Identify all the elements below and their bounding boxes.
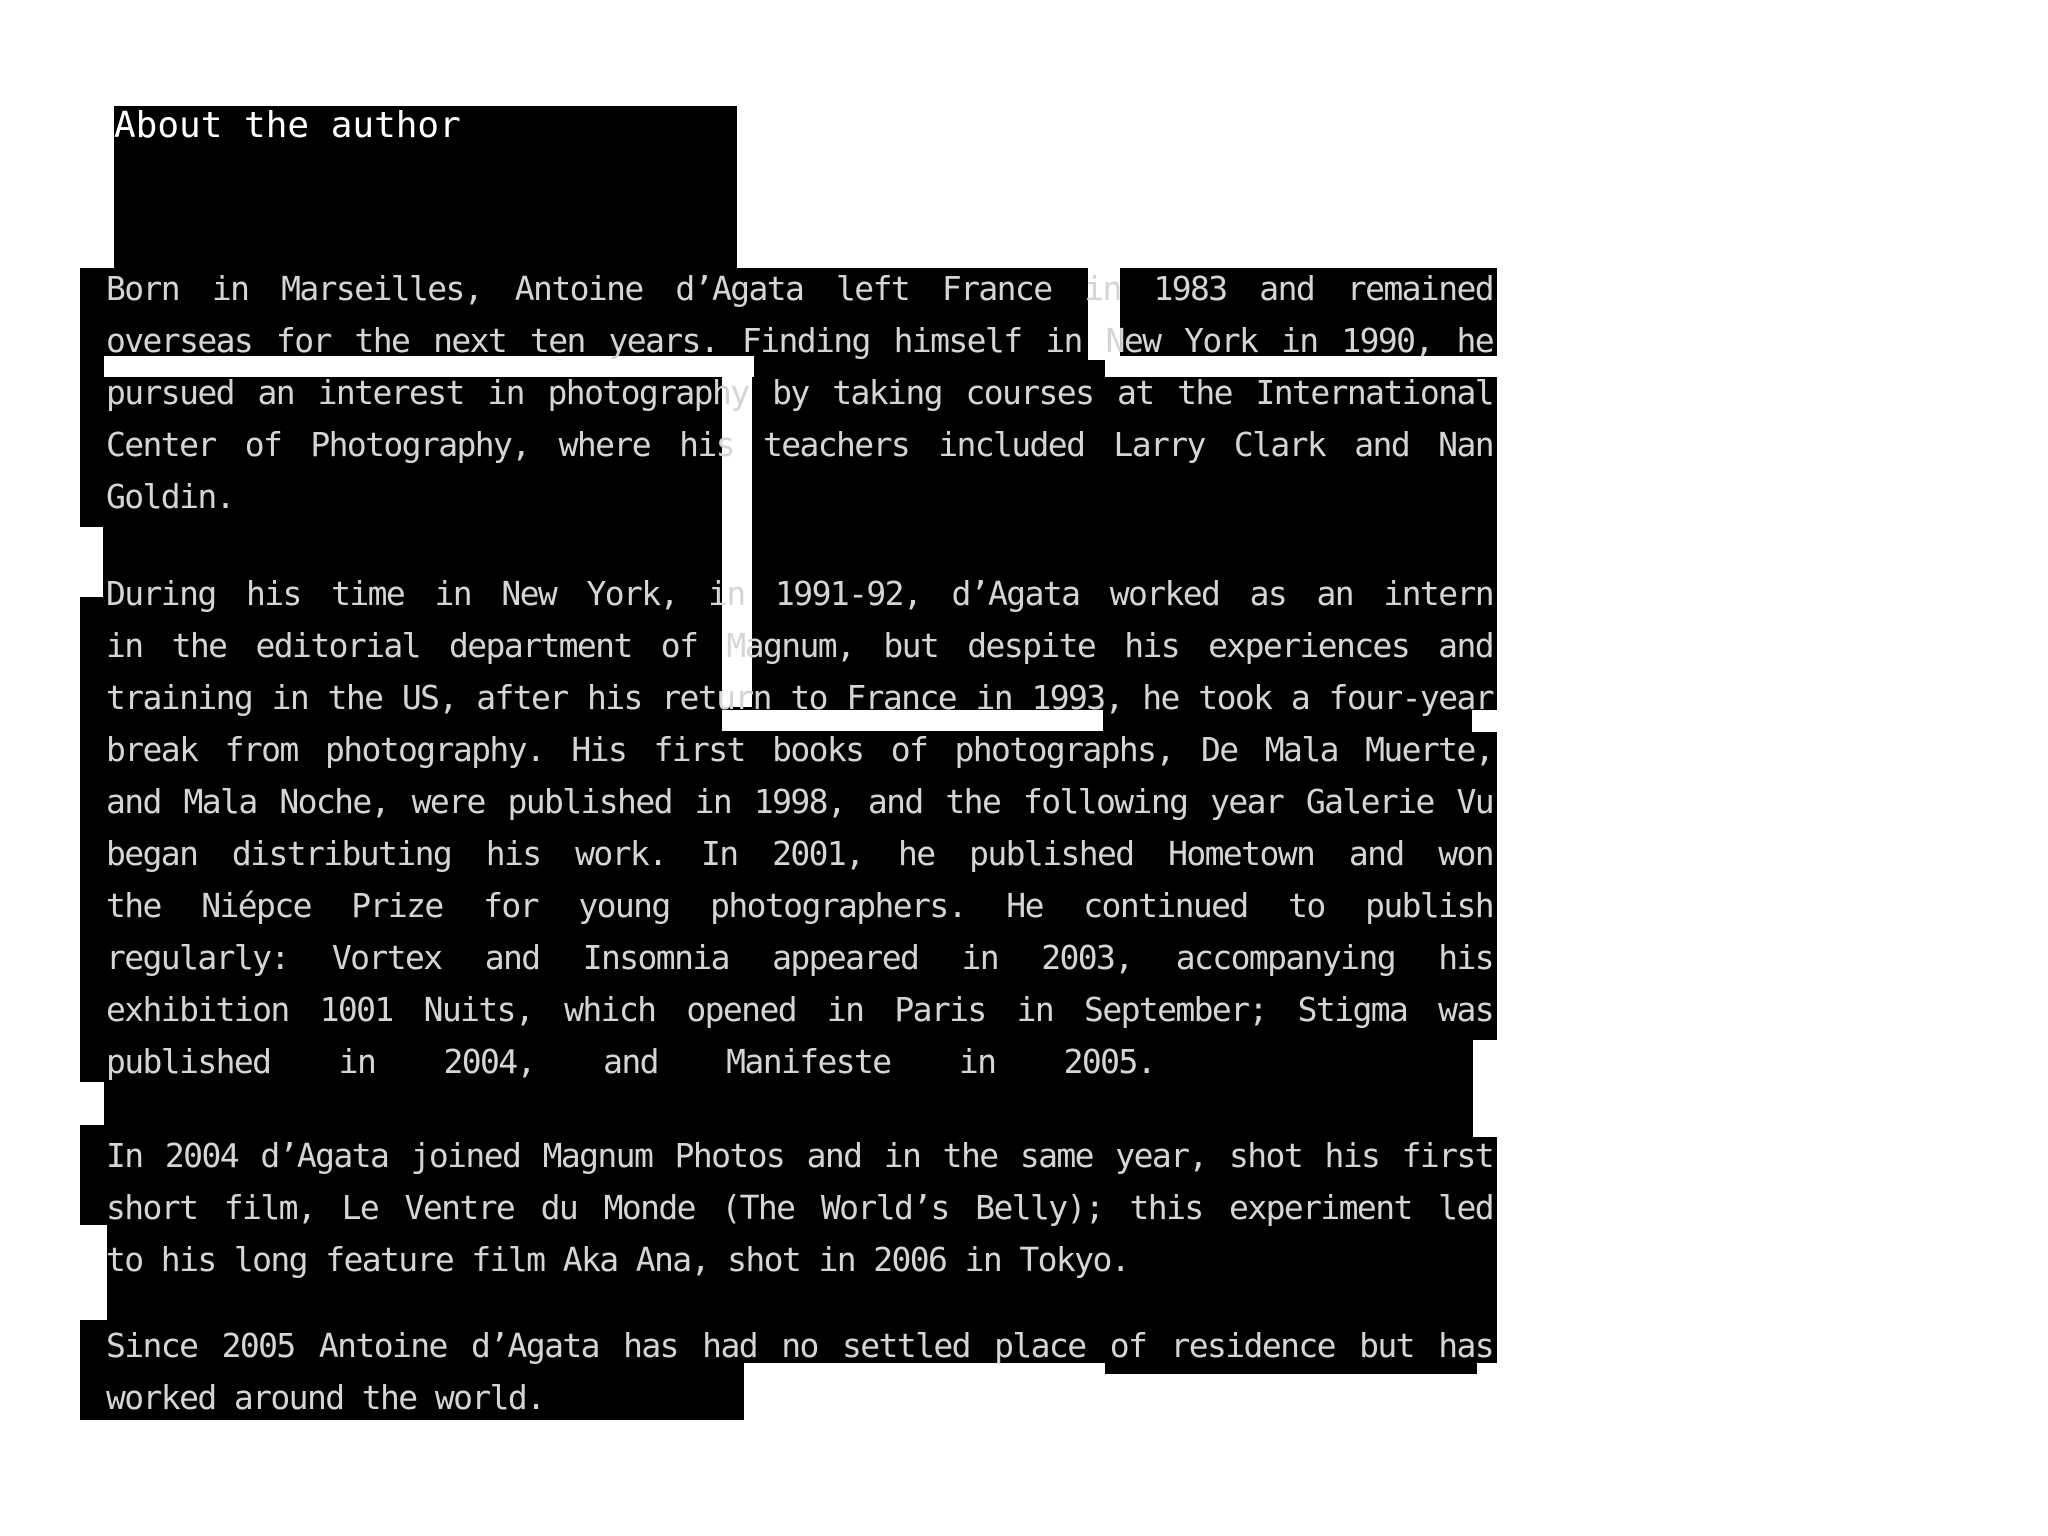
text-line: pursued an interest in photography by taking courses at the International xyxy=(106,373,1493,412)
text-line: to his long feature film Aka Ana, shot in 2006 in Tokyo. xyxy=(106,1240,1129,1279)
text-line: training in the US, after his return to France in 1993, he took a four-year xyxy=(106,678,1493,717)
text-line: and Mala Noche, were published in 1998, and the following year Galerie Vu xyxy=(106,782,1493,821)
text-line: During his time in New York, in 1991-92, d’Agata worked as an intern xyxy=(106,574,1493,613)
text-line: published in 2004, and Manifeste in 2005. xyxy=(106,1042,1155,1081)
text-line: Since 2005 Antoine d’Agata has had no settled place of residence but has xyxy=(106,1326,1493,1365)
text-line: Center of Photography, where his teachers included Larry Clark and Nan xyxy=(106,425,1493,464)
text-line: began distributing his work. In 2001, he published Hometown and won xyxy=(106,834,1493,873)
text-line: short film, Le Ventre du Monde (The World’s Belly); this experiment led xyxy=(106,1188,1493,1227)
text-line: Born in Marseilles, Antoine d’Agata left France in 1983 and remained xyxy=(106,269,1493,308)
text-line: the Niépce Prize for young photographers. He continued to publish xyxy=(106,886,1493,925)
text-line: Goldin. xyxy=(106,477,234,516)
text-line: In 2004 d’Agata joined Magnum Photos and in the same year, shot his first xyxy=(106,1136,1493,1175)
text-line: overseas for the next ten years. Finding himself in New York in 1990, he xyxy=(106,321,1493,360)
page-title: About the author xyxy=(114,105,461,146)
text-line: in the editorial department of Magnum, but despite his experiences and xyxy=(106,626,1493,665)
text-line: break from photography. His first books of photographs, De Mala Muerte, xyxy=(106,730,1493,769)
text-line: regularly: Vortex and Insomnia appeared in 2003, accompanying his xyxy=(106,938,1493,977)
text-line: worked around the world. xyxy=(106,1378,545,1417)
text-line: exhibition 1001 Nuits, which opened in Paris in September; Stigma was xyxy=(106,990,1493,1029)
